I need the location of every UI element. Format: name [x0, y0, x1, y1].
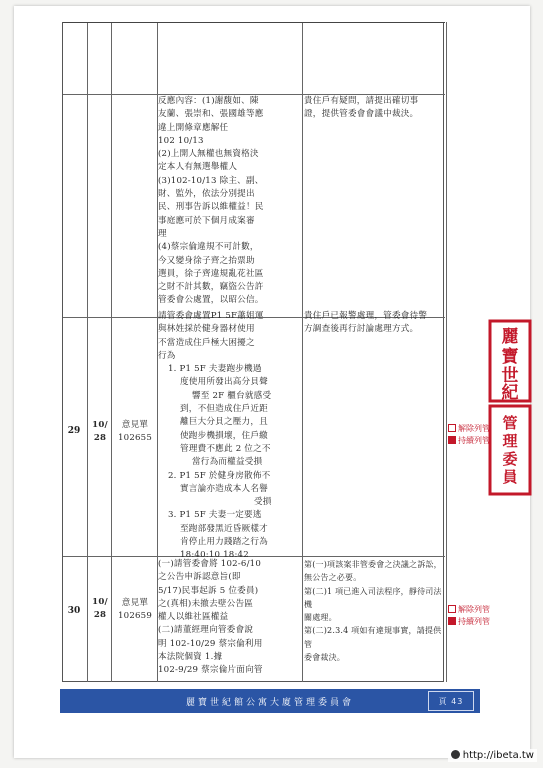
page-number: 頁 43 [428, 691, 474, 711]
row-reply: 貴住戶已報警處理，管委會待警 方調查後再行討論處理方式。 [304, 311, 428, 335]
option-release[interactable]: 解除列管 [448, 423, 490, 435]
status-options [448, 604, 490, 628]
top-reply-cell: 貴住戶有疑問，請提出確切事 證，提供管委會會議中裁決。 [304, 96, 419, 120]
row-number: 29 [67, 426, 81, 436]
svg-text:紀: 紀 [501, 383, 519, 403]
checkbox-icon[interactable] [448, 605, 456, 613]
row-number: 30 [67, 606, 81, 616]
top-content-cell: 反應內容：(1)謝馥如、陳 友蘭、張崇和、張國雄等應 違上開條章應解任 102 10/13 (2)上開人無權也無資格決 定本人有無選舉權人 (3)102-10/13 除主、副、 財、監外，依法分別提出 民、刑事告訴以維權益！民 事庭應可於下個月成案審 理 (4)蔡宗倫違規不可計數， 今又變身徐子齊之抬票助 選員，徐子齊違規亂花社區 之財不計其數，竊盜公告許 管委會公處置，以昭公信。 [158, 96, 264, 306]
status-options [448, 423, 490, 447]
option-continue[interactable]: 持續列管 [448, 435, 490, 447]
svg-text:委: 委 [502, 450, 518, 468]
row-type: 意見單 102655 [117, 420, 152, 444]
footer-title: 麗寶世紀館公寓大廈管理委員會 [185, 697, 354, 708]
svg-text:世: 世 [501, 366, 519, 386]
watermark: http://ibeta.tw [448, 749, 537, 762]
row-type: 意見單 102659 [117, 598, 152, 622]
row-reply: 第(一)項該案非管委會之決議之訴訟， 無公告之必要。 第(二)1 項已進入司法程序，靜待司法機 關處理。 第(二)2.3.4 項如有違規事實，請提供管 委會裁決。 [304, 560, 442, 663]
footer-bar [60, 689, 480, 713]
col-divider [446, 22, 447, 682]
checkbox-checked-icon[interactable] [448, 436, 456, 444]
official-seal-icon [487, 318, 533, 498]
site-logo-icon [451, 750, 460, 759]
svg-text:寶: 寶 [501, 347, 519, 367]
svg-text:麗: 麗 [501, 327, 519, 347]
row-content: 請管委會處置P1 5F蕭姐運 與林姓採於健身器材使用 不當造成住戶極大困擾之 行為 1. P1 5F 夫妻跑步機過 度使用所發出高分貝聲 響至 2F 櫃台就感受 到，不但造成住戶近距 離巨大分貝之壓力，且 使跑步機損壞，住戶繳 管理費不應此 2 位之不 當行為而權益受損 2. P1 5F 於健身房散佈不 實言論亦造成本人名譽 受損 3. P1 5F 夫妻一定要逃 至跑部發黑近昏厥樣才 肯停止用力踐踏之行為 18:40:10 18:42 [158, 311, 272, 561]
row-date: 10/ 28 [92, 420, 108, 444]
option-release[interactable]: 解除列管 [448, 604, 490, 616]
row-content: (一)請管委會將 102-6/10 之公告申訴認意旨(即 5/17)民事起訴 5 位委員) 之(真相)未撤去壁公告區 權人以維社區權益 (二)請董經理向管委會說 明 102-10/29 蔡宗倫利用 本法院個資 1.據 102-9/29 蔡宗倫片面向管 [158, 559, 263, 676]
col-divider [87, 22, 88, 682]
checkbox-checked-icon[interactable] [448, 617, 456, 625]
document-page [14, 6, 530, 758]
col-divider [111, 22, 112, 682]
option-continue[interactable]: 持續列管 [448, 616, 490, 628]
svg-text:員: 員 [502, 468, 518, 486]
checkbox-icon[interactable] [448, 424, 456, 432]
svg-text:理: 理 [502, 432, 518, 450]
row-date: 10/ 28 [92, 597, 108, 621]
svg-text:管: 管 [502, 414, 518, 432]
